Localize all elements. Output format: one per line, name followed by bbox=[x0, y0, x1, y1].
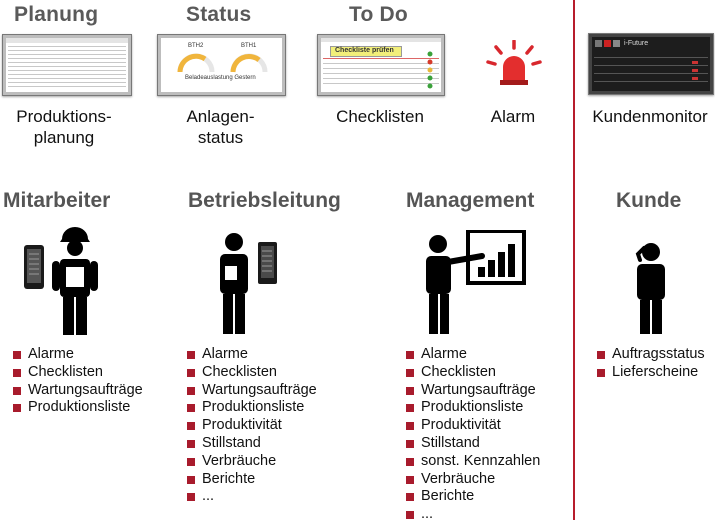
gauge-icon bbox=[161, 38, 282, 92]
alarm-siren-icon bbox=[483, 40, 543, 95]
caption-planung-line1: Produktions- bbox=[16, 107, 112, 126]
caption-checklisten: Checklisten bbox=[336, 107, 424, 126]
list-management bbox=[406, 346, 540, 524]
list-item: sonst. Kennzahlen bbox=[406, 453, 540, 471]
role-mitarbeiter: Mitarbeiter bbox=[3, 189, 111, 212]
checklist-banner: Checkliste prüfen bbox=[335, 47, 394, 54]
gauge-label-left: BTH2 bbox=[188, 43, 204, 49]
status-subtitle: Beladeauslastung Gestern bbox=[185, 75, 256, 81]
manager-with-clipboard-icon bbox=[212, 232, 282, 336]
list-item: Checklisten bbox=[187, 364, 317, 382]
list-item: Wartungsaufträge bbox=[13, 382, 143, 400]
list-item: Produktivität bbox=[406, 417, 540, 435]
list-item: Wartungsaufträge bbox=[187, 382, 317, 400]
customer-logo: i-Future bbox=[624, 40, 649, 47]
presenter-with-chart-icon bbox=[422, 230, 527, 336]
status-screen-thumbnail bbox=[157, 34, 286, 96]
list-item: Alarme bbox=[13, 346, 143, 364]
list-item: Produktivität bbox=[187, 417, 317, 435]
list-item: Alarme bbox=[406, 346, 540, 364]
list-item: Verbräuche bbox=[406, 471, 540, 489]
customer-screen-thumbnail bbox=[588, 33, 714, 95]
list-item: Auftragsstatus bbox=[597, 346, 705, 364]
list-mitarbeiter bbox=[13, 346, 143, 417]
header-status: Status bbox=[186, 3, 252, 26]
caption-anlagenstatus bbox=[157, 106, 284, 148]
caption-alarm: Alarm bbox=[490, 107, 536, 126]
caption-status-line2: status bbox=[197, 128, 244, 147]
list-item: Berichte bbox=[406, 488, 540, 506]
role-kunde: Kunde bbox=[616, 189, 682, 212]
list-item: Produktionsliste bbox=[406, 399, 540, 417]
list-item: Produktionsliste bbox=[187, 399, 317, 417]
list-item: Lieferscheine bbox=[597, 364, 705, 382]
list-item: Alarme bbox=[187, 346, 317, 364]
list-item: Berichte bbox=[187, 471, 317, 489]
list-item: ... bbox=[187, 488, 317, 506]
list-item: Verbräuche bbox=[187, 453, 317, 471]
caption-kundenmonitor: Kundenmonitor bbox=[592, 107, 708, 126]
list-item: Wartungsaufträge bbox=[406, 382, 540, 400]
status-dots-icon bbox=[425, 50, 435, 90]
list-item: ... bbox=[406, 506, 540, 524]
list-item: Stillstand bbox=[187, 435, 317, 453]
list-betriebsleitung bbox=[187, 346, 317, 506]
header-todo: To Do bbox=[349, 3, 408, 26]
worker-with-tablet-icon bbox=[22, 225, 102, 337]
list-kunde bbox=[597, 346, 705, 382]
role-betriebsleitung: Betriebsleitung bbox=[188, 189, 341, 212]
header-planung: Planung bbox=[14, 3, 99, 26]
gauge-label-right: BTH1 bbox=[241, 43, 257, 49]
caption-produktionsplanung bbox=[0, 106, 128, 148]
section-divider bbox=[573, 0, 575, 520]
role-management: Management bbox=[406, 189, 535, 212]
caption-status-line1: Anlagen- bbox=[186, 107, 255, 126]
list-item: Stillstand bbox=[406, 435, 540, 453]
checklist-screen-thumbnail bbox=[317, 34, 445, 96]
list-item: Checklisten bbox=[13, 364, 143, 382]
list-item: Checklisten bbox=[406, 364, 540, 382]
caption-planung-line2: planung bbox=[33, 128, 95, 147]
planning-screen-thumbnail bbox=[2, 34, 132, 96]
customer-on-phone-icon bbox=[628, 240, 674, 336]
list-item: Produktionsliste bbox=[13, 399, 143, 417]
